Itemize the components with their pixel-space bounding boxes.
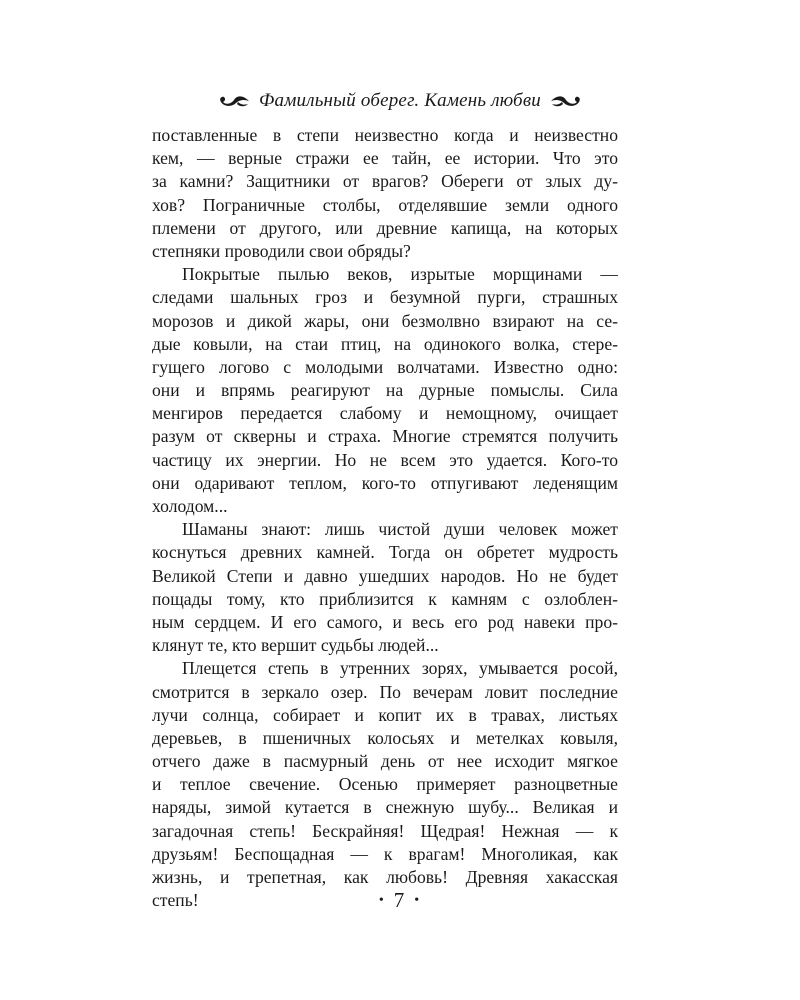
body-text <box>152 124 618 912</box>
text-line: частицу их энергии. Но не всем это удается. Кого-то <box>152 449 618 470</box>
text-line: и теплое свечение. Осенью примеряет разноцветные <box>152 774 618 795</box>
ornament-icon <box>217 92 251 110</box>
text-line: деревьев, в пшеничных колосьях и метелках ковыля, <box>152 727 618 748</box>
text-line: смотрится в зеркало озер. По вечерам ловит последние <box>152 681 618 702</box>
text-line: отчего даже в пасмурный день от нее исходит мягкое <box>152 751 618 772</box>
ornament-icon <box>549 92 583 110</box>
text-line: степь! <box>152 890 199 911</box>
text-line: пощады тому, кто приблизится к камням с озлоблен- <box>152 588 618 609</box>
text-line: Великой Степи и давно ушедших народов. Но не будет <box>152 565 618 586</box>
text-line: гущего логово с молодыми волчатами. Известно одно: <box>152 356 618 377</box>
text-line: Покрытые пылью веков, изрытые морщинами — <box>182 264 618 285</box>
text-line: следами шальных гроз и безумной пурги, страшных <box>152 287 618 308</box>
text-line: дые ковыли, на стаи птиц, на одинокого волка, стере- <box>152 333 618 354</box>
text-line: холодом... <box>152 496 228 516</box>
text-line: за камни? Защитники от врагов? Обереги от злых ду- <box>152 171 618 192</box>
text-line: жизнь, и трепетная, как любовь! Древняя хакасская <box>152 867 618 887</box>
text-line: степняки проводили свои обряды? <box>152 240 411 261</box>
footer-bullet-right: • <box>414 893 422 908</box>
text-line: коснуться древних камней. Тогда он обретет мудрость <box>152 542 618 563</box>
text-line: менгиров передается слабому и немощному, очищает <box>152 403 618 424</box>
running-header <box>0 86 800 116</box>
text-line: друзьям! Беспощадная — к врагам! Многоликая, как <box>152 843 618 864</box>
paragraph <box>152 263 618 518</box>
text-line: ным сердцем. И его самого, и весь его род навеки про- <box>152 611 618 632</box>
text-line: Шаманы знают: лишь чистой души человек может <box>182 519 618 540</box>
footer-bullet-left: • <box>378 893 386 908</box>
text-line: морозов и дикой жары, они безмолвно взирают на се- <box>152 310 618 331</box>
text-line: хов? Пограничные столбы, отделявшие земли одного <box>152 194 618 215</box>
text-line: кем, — верные стражи ее тайн, ее истории. Что это <box>152 148 618 169</box>
text-line: лучи солнца, собирает и копит их в травах, листьях <box>152 704 618 725</box>
text-line: наряды, зимой кутается в снежную шубу... Великая и <box>152 797 618 818</box>
text-line: племени от другого, или древние капища, на которых <box>152 217 618 238</box>
text-line: разум от скверны и страха. Многие стремятся получить <box>152 426 618 447</box>
header-title: Фамильный оберег. Камень любви <box>259 90 541 111</box>
paragraph <box>152 657 618 912</box>
text-line: они и впрямь реагируют на дурные помыслы. Сила <box>152 380 618 401</box>
text-line: они одаривают теплом, кого-то отпугивают леденящим <box>152 472 618 493</box>
text-line: клянут те, кто вершит судьбы людей... <box>152 635 439 656</box>
text-line: поставленные в степи неизвестно когда и неизвестно <box>152 125 618 145</box>
text-line: загадочная степь! Бескрайняя! Щедрая! Нежная — к <box>152 820 618 841</box>
paragraph <box>152 124 618 263</box>
page-footer <box>0 888 800 913</box>
page-number: 7 <box>393 888 407 912</box>
paragraph <box>152 518 618 657</box>
text-line: Плещется степь в утренних зорях, умывается росой, <box>182 658 618 679</box>
